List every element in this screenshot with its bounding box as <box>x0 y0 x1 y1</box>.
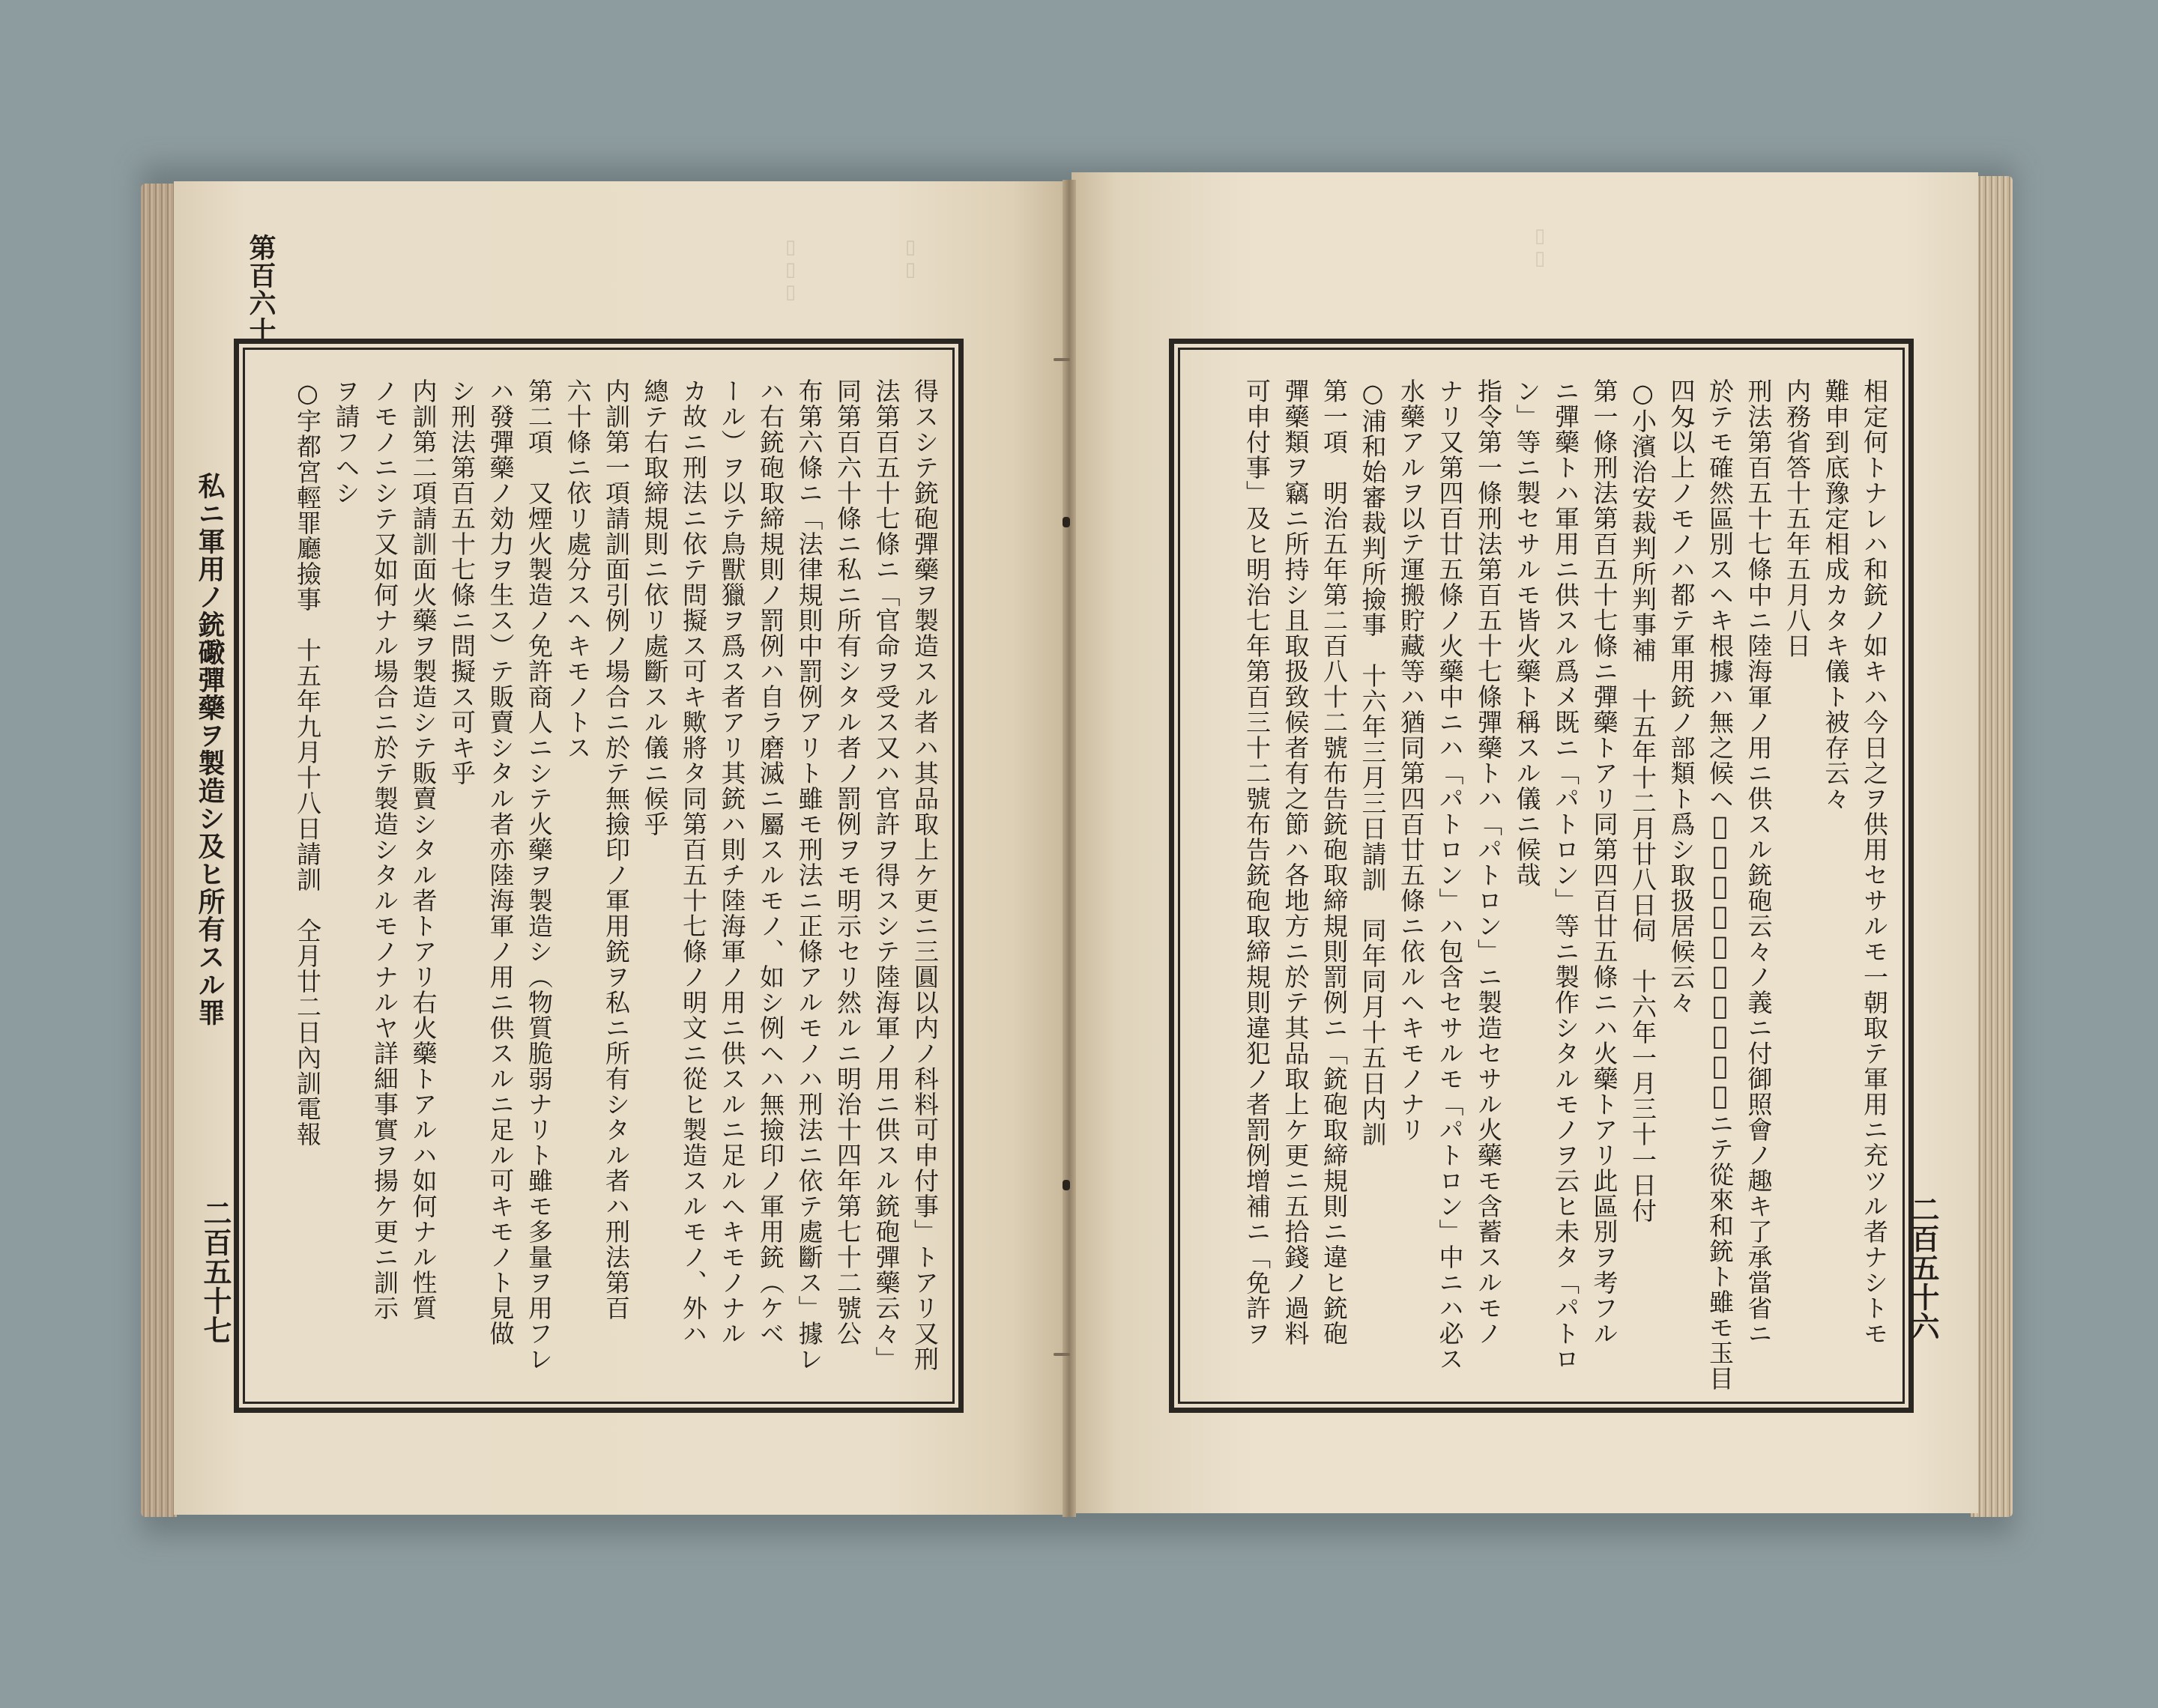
show-through-text: ▯▯ <box>1529 225 1551 270</box>
text-column: 刑法第百五十七條中ニ陸海軍ノ用ニ供スル銃砲云々ノ義ニ付御照會ノ趣キ了承當省ニ <box>1744 378 1774 1346</box>
text-column: 得スシテ銃砲彈藥ヲ製造スル者ハ其品取上ケ更ニ三圓以内ノ科料可申付事」トアリ又刑 <box>910 378 940 1372</box>
text-column: 總テ右取締規則ニ依リ處斷スル儀ニ候乎 <box>640 378 670 837</box>
text-column: 彈藥類ヲ竊ニ所持シ且取扱致候者有之節ハ各地方ニ於テ其品取上ケ更ニ五拾錢ノ過料 <box>1281 378 1311 1346</box>
show-through-text: ▯▯ <box>899 236 922 281</box>
text-column: シ刑法第百五十七條ニ問擬ス可キ乎 <box>447 378 477 786</box>
text-column: 内訓第二項請訓面火藥ヲ製造シテ販賣シタル者トアリ右火藥トアルハ如何ナル性質 <box>408 378 438 1321</box>
text-column: 同第百六十條ニ私ニ所有シタル者ノ罰例ヲモ明示セリ然ルニ明治十四年第七十二號公 <box>833 378 862 1346</box>
text-column: 法第百五十七條ニ「官命ヲ受ス又ハ官許ヲ得スシテ陸海軍ノ用ニ供スル銃砲彈藥云々」 <box>871 378 901 1372</box>
text-column: 四匁以上ノモノハ都テ軍用銃ノ部類ト爲シ取扱居候云々 <box>1666 378 1696 1015</box>
text-column: ○宇都宮輕罪廳撿事 十五年九月十八日請訓 仝月廿二日內訓電報 <box>293 378 322 1147</box>
text-column: カ故ニ刑法ニ依テ問擬ス可キ歟將タ同第百五十七條ノ明文ニ從ヒ製造スルモノ、外ハ <box>679 378 708 1346</box>
text-column: ノモノニシテ又如何ナル場合ニ於テ製造シタルモノナルヤ詳細事實ヲ揚ケ更ニ訓示 <box>370 378 399 1321</box>
text-column: 六十條ニ依リ處分スヘキモノトス <box>563 378 593 760</box>
text-column: 指令第一條刑法第百五十七條彈藥トハ「パトロン」ニ製造セサル火藥モ含蓄スルモノ <box>1474 378 1503 1346</box>
text-column: ハ發彈藥ノ効力ヲ生ス）テ販賣シタル者亦陸海軍ノ用ニ供スルニ足ル可キモノト見做 <box>486 378 516 1346</box>
left-page-number: 二百五十七 <box>199 1199 232 1345</box>
binding-hole <box>1063 517 1070 527</box>
text-column: ナリ又第四百廿五條ノ火藥中ニハ「パトロン」ハ包含セサルモ「パトロン」中ニハ必ス <box>1435 378 1465 1372</box>
text-column: 内訓第一項請訓面引例ノ場合ニ於テ無撿印ノ軍用銃ヲ私ニ所有シタル者ハ刑法第百 <box>602 378 631 1321</box>
text-column: 於テモ確然區別スヘキ根據ハ無之候ヘ𪜈現行銃砲取締規則上ニテ從來和銃ト雖モ玉目 <box>1705 378 1735 1391</box>
text-column: ○小濱治安裁判所判事補 十五年十二月廿八日伺 十六年一月三十一日付 <box>1628 378 1657 1223</box>
text-column: ール）ヲ以テ鳥獸獵ヲ爲ス者アリ其銃ハ則チ陸海軍ノ用ニ供スルニ足ルヘキモノナル <box>717 378 747 1346</box>
right-page-number: 二百五十六 <box>1906 1195 1940 1341</box>
text-column: 水藥アルヲ以テ運搬貯藏等ハ猶同第四百廿五條ニ依ルヘキモノナリ <box>1397 378 1426 1142</box>
binding-thread <box>1054 1353 1070 1356</box>
text-column: ヲ請フヘシ <box>331 378 361 506</box>
text-column: ニ彈藥トハ軍用ニ供スル爲メ既ニ「パトロン」等ニ製作シタルモノヲ云ヒ未タ「パトロ <box>1551 378 1580 1372</box>
left-outside-heading: 私ニ軍用ノ銃礮彈藥ヲ製造シ及ヒ所有スル罪 <box>194 472 226 1026</box>
left-header: 第百六十 <box>245 234 276 345</box>
text-column: 第二項 又煙火製造ノ免許商人ニシテ火藥ヲ製造シ（物質脆弱ナリト雖モ多量ヲ用フレ <box>525 378 554 1372</box>
binding-hole <box>1063 1180 1070 1190</box>
text-column: ハ右銃砲取締規則ノ罰例ハ自ラ磨滅ニ屬スルモノ、如シ例ヘハ無撿印ノ軍用銃（ケベ <box>756 378 785 1346</box>
text-column: 布第六條ニ「法律規則中罰例アリト雖モ刑法ニ正條アルモノハ刑法ニ依テ處斷ス」據レ <box>794 378 824 1372</box>
text-column: 内務省答十五年五月八日 <box>1783 378 1812 658</box>
show-through-text: ▯▯▯ <box>779 236 802 303</box>
text-column: 第一條刑法第百五十七條ニ彈藥トアリ同第四百廿五條ニハ火藥トアリ此區別ヲ考フル <box>1589 378 1619 1346</box>
text-column: 可申付事」及ヒ明治七年第百三十二號布告銃砲取締規則違犯ノ者罰例增補ニ「免許ヲ <box>1242 378 1272 1346</box>
text-column: 第一項 明治五年第二百八十二號布告銃砲取締規則罰例ニ「銃砲取締規則ニ違ヒ銃砲 <box>1320 378 1349 1346</box>
binding-thread <box>1054 358 1070 361</box>
text-column: ン」等ニ製セサルモ皆火藥ト稱スル儀ニ候哉 <box>1512 378 1542 888</box>
text-column: 難申到底豫定相成カタキ儀ト被存云々 <box>1821 378 1851 811</box>
left-page-edges <box>141 184 177 1517</box>
book-gutter <box>1063 180 1076 1517</box>
text-column: 相定何トナレハ和銃ノ如キハ今日之ヲ供用セサルモ一朝取テ軍用ニ充ツル者ナシトモ <box>1860 378 1889 1346</box>
text-column: ○浦和始審裁判所撿事 十六年三月三日請訓 同年同月十五日内訓 <box>1358 378 1388 1147</box>
